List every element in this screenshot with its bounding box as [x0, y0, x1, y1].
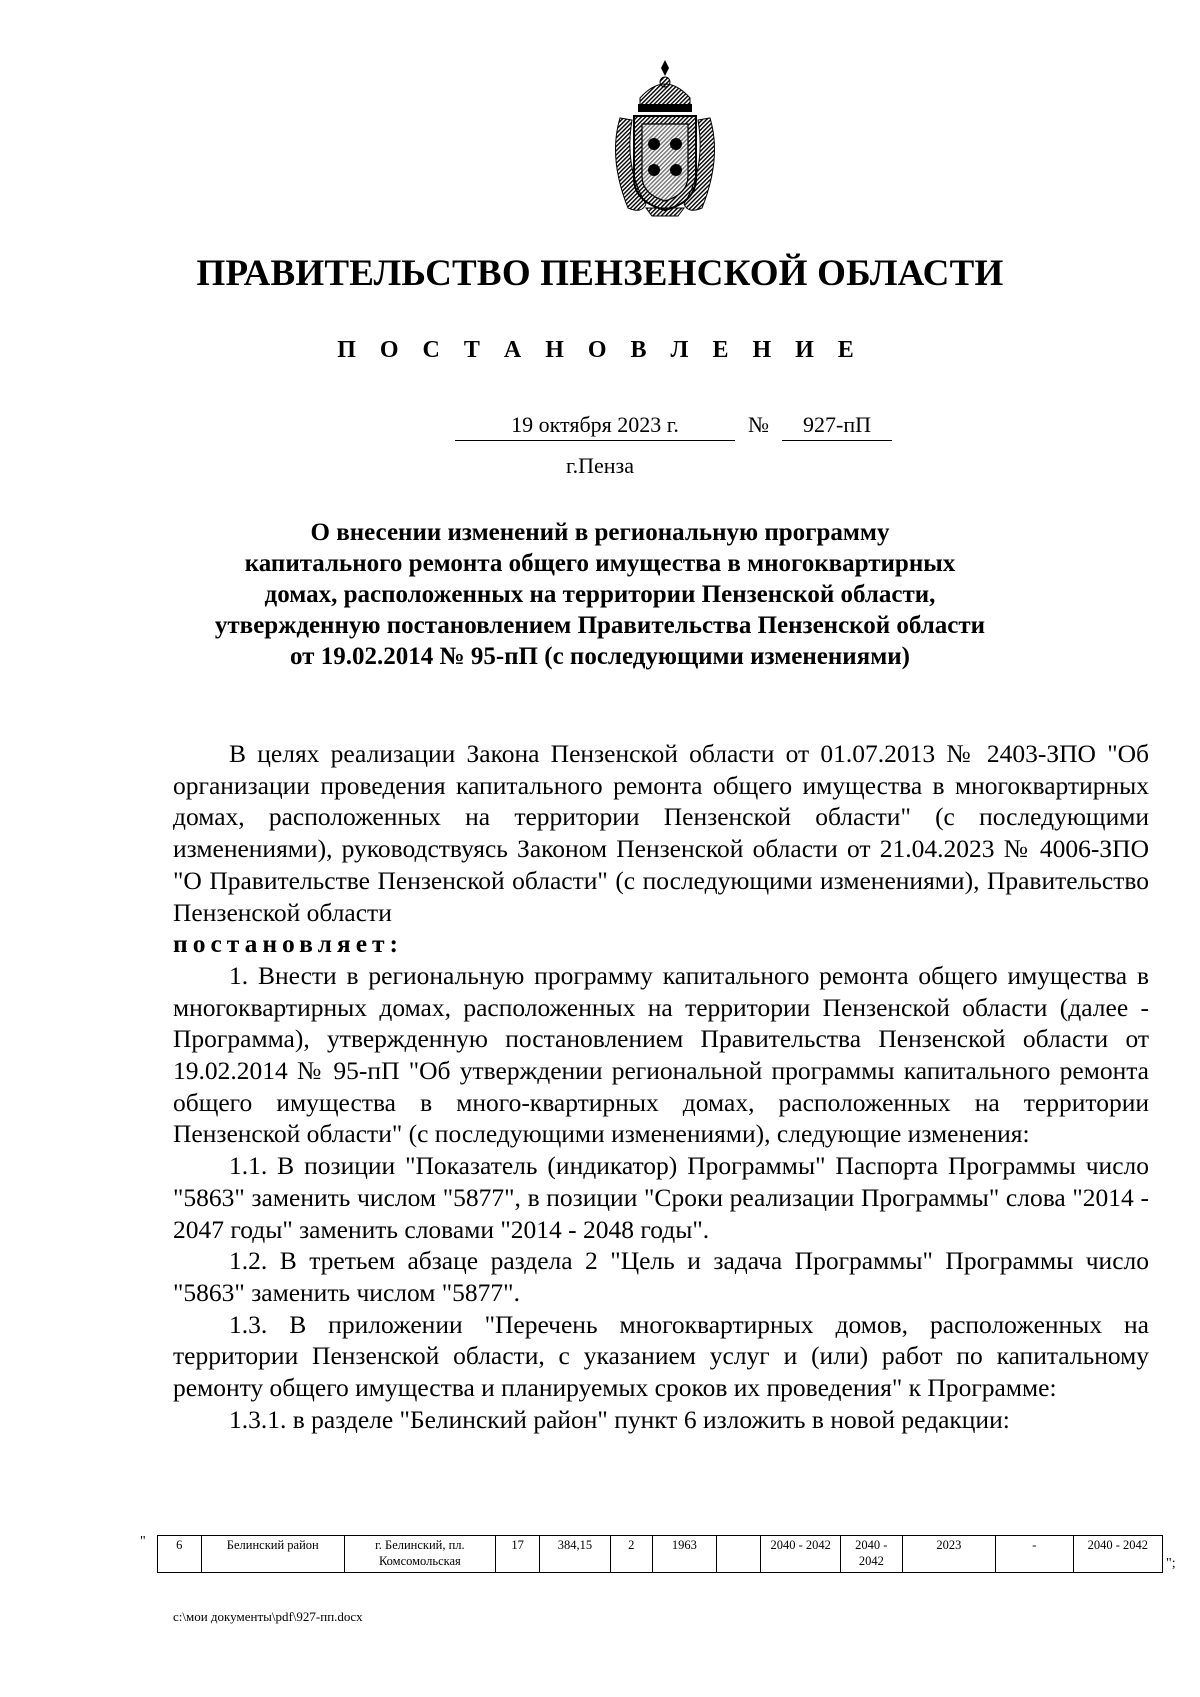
table-cell: 2023	[902, 1536, 995, 1573]
resolves-line	[173, 928, 1149, 960]
table-cell: 1963	[653, 1536, 717, 1573]
subject-line: О внесении изменений в региональную программу	[310, 519, 890, 546]
table-cell: Белинский район	[201, 1536, 344, 1573]
decree-body	[173, 738, 1149, 1435]
subject-line: домах, расположенных на территории Пензенской области,	[264, 581, 936, 608]
table-cell: 2	[610, 1536, 652, 1573]
table-cell: 17	[495, 1536, 540, 1573]
table-cell: 2040 - 2042	[841, 1536, 903, 1573]
table-cell: 2040 - 2042	[761, 1536, 841, 1573]
city-label: г.Пенза	[566, 453, 634, 478]
paragraph-1: 1. Внести в региональную программу капитального ремонта общего имущества в многоквартирных домах, расположенных на территории Пензенской области (далее - Программа), утвержденную постановлением Правительства Пензенской области от 19.02.2014 № 95-пП "Об утверждении региональной программы капитального ремонта общего имущества в много-квартирных домах, расположенных на территории Пензенской области" (с последующими изменениями), следующие изменения:	[173, 960, 1149, 1149]
paragraph-1-2: 1.2. В третьем абзаце раздела 2 "Цель и задача Программы" Программы число "5863" заменить числом "5877".	[173, 1246, 1149, 1307]
table-cell: 384,15	[540, 1536, 610, 1573]
document-type: П О С Т А Н О В Л Е Н И Е	[337, 337, 863, 363]
subject-line: от 19.02.2014 № 95-пП (с последующими изменениями)	[290, 643, 910, 670]
table-cell: 2040 - 2042	[1073, 1536, 1162, 1573]
decree-date: 19 октября 2023 г.	[455, 410, 735, 441]
decree-number: 927-пП	[782, 410, 892, 441]
preamble-paragraph: В целях реализации Закона Пензенской области от 01.07.2013 № 2403-ЗПО "Об организации проведения капитального ремонта общего имущества в многоквартирных домах, расположенных на территории Пензенской области" (с последующими изменениями), руководствуясь Законом Пензенской области от 21.04.2023 № 4006-ЗПО "О Правительстве Пензенской области" (с последующими изменениями), Правительство Пензенской области	[173, 739, 1149, 927]
resolves-word: постановляет:	[173, 929, 404, 959]
subject-line: утвержденную постановлением Правительства Пензенской области	[214, 612, 986, 639]
table-cell	[716, 1536, 761, 1573]
decree-subject	[170, 517, 1030, 672]
file-path-footer: c:\мои документы\pdf\927-пп.docx	[173, 1609, 363, 1624]
number-sign: №	[748, 412, 769, 437]
coat-of-arms-emblem	[606, 58, 724, 218]
paragraph-1-3: 1.3. В приложении "Перечень многоквартирных домов, расположенных на территории Пензенской области, с указанием услуг и (или) работ по капитальному ремонту общего имущества и планируемых сроков их проведения" к Программе:	[173, 1309, 1149, 1403]
table-close-quote: ";	[1166, 1556, 1176, 1571]
table-open-quote: "	[140, 1534, 146, 1549]
paragraph-1-1: 1.1. В позиции "Показатель (индикатор) Программы" Паспорта Программы число "5863" заменить числом "5877", в позиции "Сроки реализации Программы" слова "2014 - 2047 годы" заменить словами "2014 - 2048 годы".	[173, 1151, 1149, 1244]
paragraph-1-3-1: 1.3.1. в разделе "Белинский район" пункт 6 изложить в новой редакции:	[229, 1404, 1010, 1434]
table-cell: -	[996, 1536, 1074, 1573]
table-cell: 6	[158, 1536, 202, 1573]
table-row	[158, 1536, 1163, 1573]
amendment-table	[157, 1535, 1163, 1573]
government-title: ПРАВИТЕЛЬСТВО ПЕНЗЕНСКОЙ ОБЛАСТИ	[196, 253, 1004, 294]
subject-line: капитального ремонта общего имущества в многоквартирных	[244, 550, 956, 577]
table-cell: г. Белинский, пл. Комсомольская	[344, 1536, 495, 1573]
